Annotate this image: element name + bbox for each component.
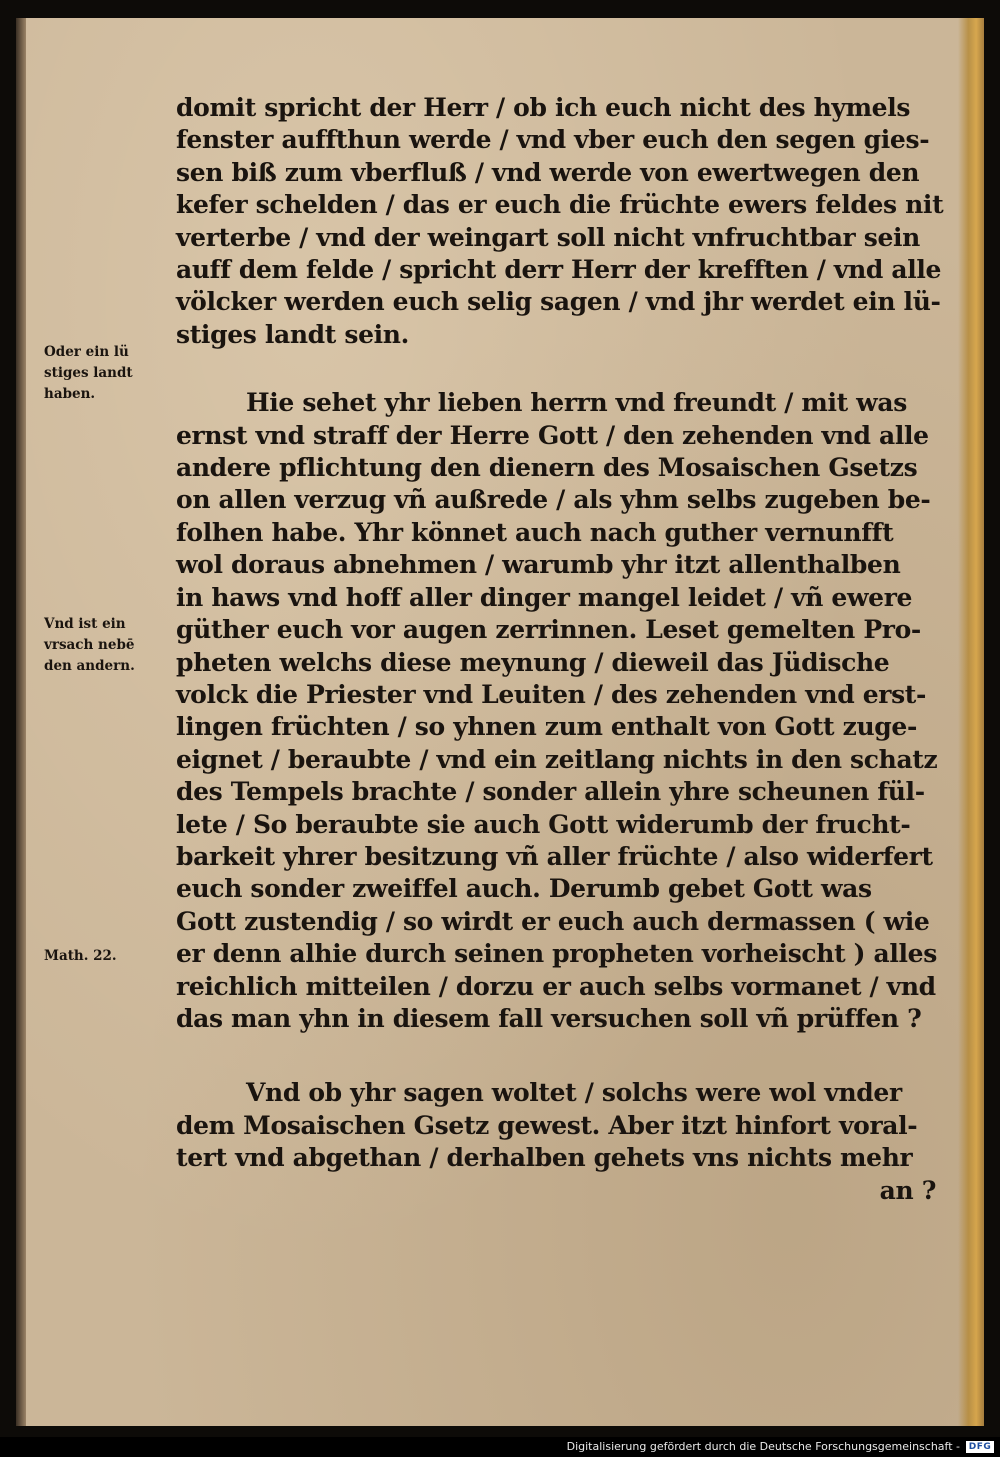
text-line: on allen verzug vñ außrede / als yhm selbs zugeben be- (176, 485, 931, 515)
marginal-line: haben. (44, 386, 96, 402)
text-line: dem Mosaischen Gsetz gewest. Aber itzt hinfort voral- (176, 1110, 918, 1140)
text-line: Gott zustendig / so wirdt er euch auch dermassen ( wie (176, 906, 930, 936)
text-line: er denn alhie durch seinen propheten vorheischt ) alles (176, 939, 937, 969)
text-line: reichlich mitteilen / dorzu er auch selbs vormanet / vnd (176, 971, 936, 1001)
marginal-note (44, 342, 174, 405)
marginal-line: stiges landt (44, 365, 133, 381)
text-line: stiges landt sein. (176, 319, 409, 349)
text-line: Hie sehet yhr lieben herrn vnd freundt / mit was (246, 388, 907, 418)
text-line: Vnd ob yhr sagen woltet / solchs were wol vnder (246, 1078, 902, 1108)
text-line: güther euch vor augen zerrinnen. Leset gemelten Pro- (176, 615, 921, 645)
marginal-note (44, 614, 174, 677)
text-line: tert vnd abgethan / derhalben gehets vns nichts mehr (176, 1143, 913, 1173)
text-line: an ? (879, 1175, 936, 1205)
marginal-note (44, 946, 174, 967)
text-line: eignet / beraubte / vnd ein zeitlang nichts in den schatz (176, 744, 938, 774)
page-left-edge (16, 18, 26, 1426)
text-line: kefer schelden / das er euch die früchte ewers feldes nit (176, 190, 944, 220)
dfg-logo: DFG (966, 1441, 994, 1453)
text-line: barkeit yhrer besitzung vñ aller früchte / also widerfert (176, 841, 933, 871)
text-line: euch sonder zweiffel auch. Derumb gebet Gott was (176, 874, 872, 904)
marginal-line: vrsach nebē (44, 637, 135, 653)
marginal-line: den andern. (44, 658, 135, 674)
text-line: pheten welchs diese meynung / dieweil das Jüdische (176, 647, 890, 677)
text-line: domit spricht der Herr / ob ich euch nicht des hymels (176, 93, 911, 122)
text-line: völcker werden euch selig sagen / vnd jhr werdet ein lü- (176, 287, 941, 317)
marginal-line: Math. 22. (44, 948, 117, 964)
paragraph-1 (176, 92, 944, 351)
text-line: folhen habe. Yhr könnet auch nach guther vernunfft (176, 517, 894, 547)
page-right-edge (958, 18, 984, 1426)
text-line: andere pflichtung den dienern des Mosaischen Gsetzs (176, 453, 918, 483)
text-line: sen biß zum vberfluß / vnd werde von ewertwegen den (176, 157, 920, 187)
text-line: volck die Priester vnd Leuiten / des zehenden vnd erst- (176, 679, 927, 709)
text-line: lete / So beraubte sie auch Gott widerumb der frucht- (176, 809, 911, 839)
text-line: des Tempels brachte / sonder allein yhre scheunen fül- (176, 777, 925, 807)
paragraph-3 (176, 1077, 936, 1207)
paragraph-2 (176, 387, 936, 1035)
text-line: das man yhn in diesem fall versuchen soll vñ prüffen ? (176, 1003, 922, 1033)
text-line: lingen früchten / so yhnen zum enthalt von Gott zuge- (176, 712, 917, 742)
marginal-line: Oder ein lü (44, 344, 129, 360)
body-text (176, 92, 944, 1207)
text-line: in haws vnd hoff aller dinger mangel leidet / vñ ewere (176, 582, 913, 612)
funding-credit: Digitalisierung gefördert durch die Deutsche Forschungsgemeinschaft - (566, 1440, 960, 1453)
text-line: fenster auffthun werde / vnd vber euch den segen gies- (176, 125, 930, 155)
text-line: ernst vnd straff der Herre Gott / den zehenden vnd alle (176, 420, 929, 450)
footer-bar (0, 1437, 1000, 1457)
text-line: auff dem felde / spricht derr Herr der krefften / vnd alle (176, 255, 942, 285)
marginal-line: Vnd ist ein (44, 616, 126, 632)
text-line: verterbe / vnd der weingart soll nicht vnfruchtbar sein (176, 222, 920, 252)
text-line: wol doraus abnehmen / warumb yhr itzt allenthalben (176, 550, 901, 580)
